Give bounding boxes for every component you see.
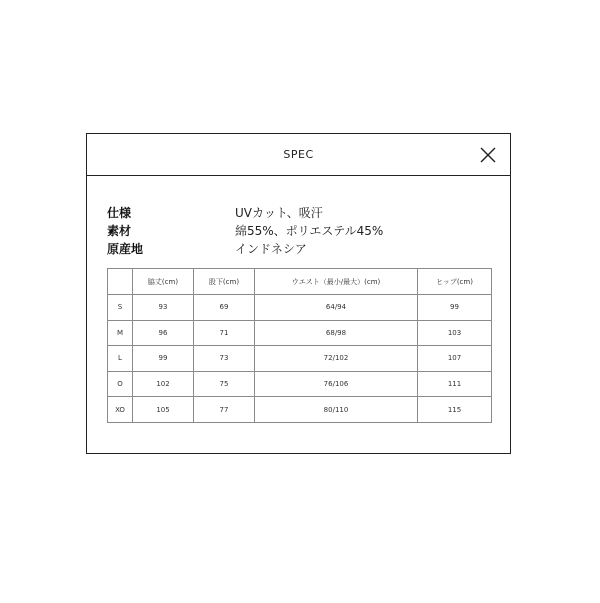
table-row	[108, 397, 492, 423]
table-cell-size: XO	[108, 397, 133, 423]
table-cell: 73	[194, 346, 255, 372]
table-cell: 107	[418, 346, 492, 372]
modal-header	[87, 134, 510, 176]
table-header-cell	[108, 269, 133, 295]
table-cell: 115	[418, 397, 492, 423]
table-cell-size: M	[108, 320, 133, 346]
table-row	[108, 320, 492, 346]
spec-label: 素材	[107, 224, 132, 238]
table-header-cell: 股下(cm)	[194, 269, 255, 295]
table-cell: 68/98	[255, 320, 418, 346]
table-cell: 99	[418, 295, 492, 321]
spec-label: 仕様	[107, 206, 132, 220]
table-cell: 80/110	[255, 397, 418, 423]
table-cell: 71	[194, 320, 255, 346]
table-cell: 105	[133, 397, 194, 423]
spec-modal	[86, 133, 511, 454]
table-row	[108, 371, 492, 397]
size-table	[107, 268, 492, 423]
table-cell: 93	[133, 295, 194, 321]
spec-value: インドネシア	[235, 242, 307, 256]
spec-list	[107, 204, 497, 258]
table-cell: 103	[418, 320, 492, 346]
table-row	[108, 295, 492, 321]
spec-row-origin	[107, 240, 497, 258]
table-cell: 96	[133, 320, 194, 346]
table-row	[108, 346, 492, 372]
table-cell: 76/106	[255, 371, 418, 397]
table-cell: 64/94	[255, 295, 418, 321]
table-cell: 72/102	[255, 346, 418, 372]
table-cell: 102	[133, 371, 194, 397]
table-cell: 99	[133, 346, 194, 372]
table-cell: 69	[194, 295, 255, 321]
spec-label: 原産地	[107, 242, 144, 256]
table-cell: 77	[194, 397, 255, 423]
spec-row-specification	[107, 204, 497, 222]
table-cell-size: O	[108, 371, 133, 397]
table-cell-size: S	[108, 295, 133, 321]
table-header-cell: 脇丈(cm)	[133, 269, 194, 295]
close-icon	[478, 145, 498, 165]
table-cell: 111	[418, 371, 492, 397]
spec-value: 綿55%、ポリエステル45%	[235, 224, 384, 238]
table-cell: 75	[194, 371, 255, 397]
spec-value: UVカット、吸汗	[235, 206, 323, 220]
table-header-cell: ウエスト（最小/最大）(cm)	[255, 269, 418, 295]
table-cell-size: L	[108, 346, 133, 372]
spec-row-material	[107, 222, 497, 240]
close-button[interactable]	[478, 145, 498, 165]
table-header-cell: ヒップ(cm)	[418, 269, 492, 295]
modal-title: SPEC	[283, 148, 314, 161]
table-header-row	[108, 269, 492, 295]
